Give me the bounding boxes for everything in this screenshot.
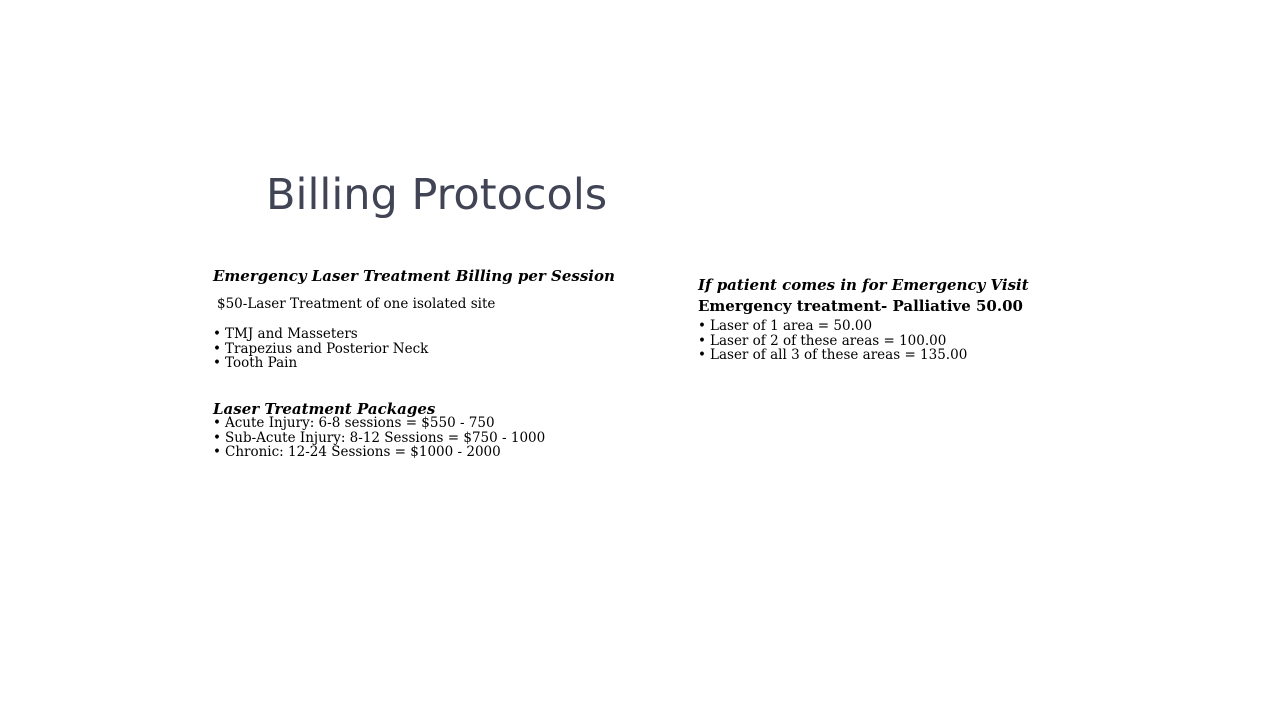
site-label: TMJ and Masseters xyxy=(225,326,358,342)
emergency-billing-heading: Emergency Laser Treatment Billing per Session xyxy=(213,267,615,285)
palliative-treatment-price: Emergency treatment- Palliative 50.00 xyxy=(698,297,1023,315)
area-price-label: Laser of all 3 of these areas = 135.00 xyxy=(710,347,968,364)
area-price-label: Laser of 2 of these areas = 100.00 xyxy=(710,332,947,349)
bullet-icon: • xyxy=(213,326,221,342)
package-label: Chronic: 12-24 Sessions = $1000 - 2000 xyxy=(225,444,501,461)
slide-title: Billing Protocols xyxy=(266,170,608,220)
list-item xyxy=(698,334,967,349)
single-site-price: $50-Laser Treatment of one isolated site xyxy=(217,296,496,312)
bullet-icon: • xyxy=(213,340,221,357)
list-item xyxy=(698,319,967,334)
bullet-icon: • xyxy=(213,415,221,431)
site-label: Trapezius and Posterior Neck xyxy=(225,340,429,357)
list-item xyxy=(213,356,428,371)
list-item xyxy=(213,445,545,460)
bullet-icon: • xyxy=(213,355,221,372)
list-item xyxy=(213,342,428,357)
bullet-icon: • xyxy=(698,318,706,334)
list-item xyxy=(213,416,545,431)
bullet-icon: • xyxy=(213,444,221,461)
list-item xyxy=(698,348,967,363)
bullet-icon: • xyxy=(698,347,706,364)
bullet-icon: • xyxy=(213,429,221,446)
packages-heading: Laser Treatment Packages xyxy=(213,400,436,418)
emergency-visit-heading: If patient comes in for Emergency Visit xyxy=(698,276,1029,294)
list-item xyxy=(213,327,428,342)
area-price-label: Laser of 1 area = 50.00 xyxy=(710,318,873,334)
packages-list xyxy=(213,416,545,460)
bullet-icon: • xyxy=(698,332,706,349)
treatment-sites-list xyxy=(213,327,428,371)
list-item xyxy=(213,431,545,446)
package-label: Sub-Acute Injury: 8-12 Sessions = $750 - 1000 xyxy=(225,429,546,446)
area-pricing-list xyxy=(698,319,967,363)
site-label: Tooth Pain xyxy=(225,355,298,372)
package-label: Acute Injury: 6-8 sessions = $550 - 750 xyxy=(225,415,495,431)
